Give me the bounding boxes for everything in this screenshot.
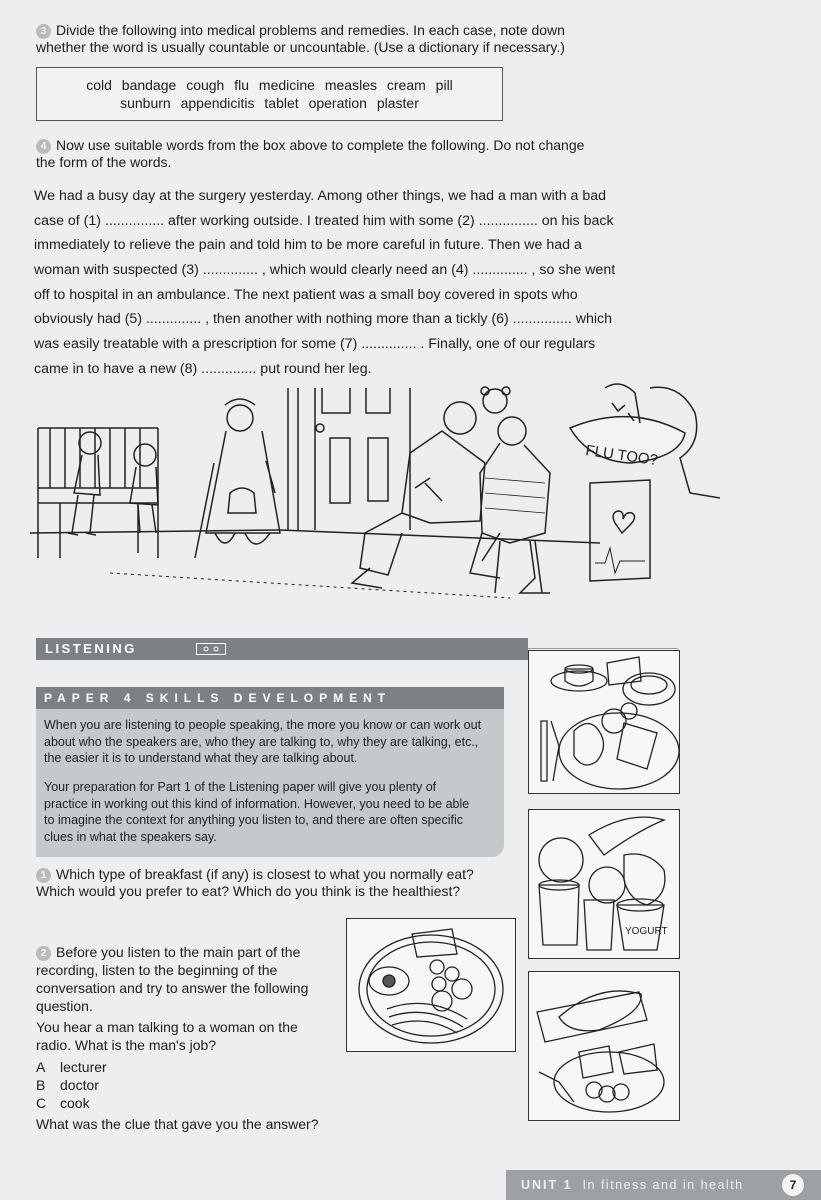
- skills-line: clues in what the speakers say.: [44, 829, 217, 844]
- question-1-line-1: Which type of breakfast (if any) is closest to what you normally eat?: [56, 866, 474, 882]
- cooked-breakfast-picture: [346, 918, 516, 1052]
- skills-paragraph-1: [44, 717, 499, 767]
- word: bandage: [121, 77, 177, 93]
- exercise-4-line-1: Now use suitable words from the box above to complete the following. Do not change: [56, 137, 585, 153]
- word: sunburn: [120, 95, 171, 111]
- footer-unit-title: [521, 1178, 744, 1192]
- skills-line: to imagine the context for anything you listen to, and there are often specific: [44, 813, 464, 827]
- prompt-line: You hear a man talking to a woman on the: [36, 1019, 298, 1035]
- skills-development-box: [36, 687, 504, 857]
- option-text: lecturer: [60, 1059, 107, 1075]
- continental-breakfast-picture: [528, 650, 680, 794]
- skills-line: When you are listening to people speaking, the more you know or can work out: [44, 718, 482, 732]
- fruit-breakfast-picture: [528, 809, 680, 959]
- word: cream: [386, 77, 426, 93]
- word: plaster: [376, 95, 419, 111]
- cassette-icon: [196, 643, 226, 655]
- answer-option-c[interactable]: [36, 1095, 90, 1111]
- flu-too-sign: FLU TOO?: [584, 442, 659, 470]
- story-line: obviously had (5) .............. , then another with nothing more than a tickly (6) ............... which: [34, 311, 613, 328]
- word: appendicitis: [180, 95, 255, 111]
- story-line: immediately to relieve the pain and told him to be more careful in future. Then we had a: [34, 237, 582, 254]
- option-text: cook: [60, 1095, 90, 1111]
- skills-paragraph-2: [44, 779, 499, 845]
- word: flu: [234, 77, 250, 93]
- exercise-number-badge: 4: [36, 139, 51, 154]
- skills-line: the easier it is to understand what they are talking about.: [44, 751, 358, 765]
- question-1-line-2: Which would you prefer to eat? Which do you think is the healthiest?: [36, 883, 461, 899]
- skills-line: practice in working out this kind of information. However, you need to be able: [44, 796, 470, 811]
- exercise-3-line-2: whether the word is usually countable or uncountable. (Use a dictionary if necessary.): [36, 39, 565, 55]
- word: pill: [435, 77, 453, 93]
- exercise-4-line-2: the form of the words.: [36, 154, 172, 170]
- option-text: doctor: [60, 1077, 99, 1093]
- option-letter: C: [36, 1095, 47, 1111]
- fruit-breakfast-drawing: [529, 810, 679, 958]
- exercise-3-line-1: Divide the following into medical problems and remedies. In each case, note down: [56, 22, 565, 38]
- word-box-row-1: [37, 77, 502, 93]
- question-number-badge: 1: [36, 868, 51, 883]
- bread-cheese-breakfast-drawing: [529, 972, 679, 1120]
- question-2-line: question.: [36, 998, 93, 1014]
- final-question: What was the clue that gave you the answer?: [36, 1116, 319, 1132]
- word: operation: [308, 95, 367, 111]
- unit-title: In fitness and in health: [582, 1178, 744, 1192]
- story-line: was easily treatable with a prescription for some (7) .............. . Finally, one of our regulars: [34, 336, 596, 353]
- word-box-row-2: [37, 95, 502, 111]
- word: medicine: [258, 77, 315, 93]
- story-line: case of (1) ............... after working outside. I treated him with some (2) ............... on his back: [34, 212, 614, 229]
- exercise-3-instructions: [36, 22, 565, 56]
- skills-line: Your preparation for Part 1 of the Listening paper will give you plenty of: [44, 780, 437, 794]
- word: cough: [186, 77, 225, 93]
- page-number: 7: [782, 1174, 804, 1196]
- exercise-number-badge: 3: [36, 24, 51, 39]
- exercise-4-instructions: [36, 137, 584, 171]
- question-2-line: Before you listen to the main part of the: [56, 944, 301, 960]
- skills-line: about who the speakers are, who they are talking to, why they are talking, etc.,: [44, 734, 479, 749]
- cooked-breakfast-drawing: [347, 919, 515, 1051]
- unit-label: UNIT 1: [521, 1178, 573, 1192]
- vocabulary-word-box: [36, 67, 503, 121]
- gap-fill-story: [34, 184, 634, 382]
- header-rule: [528, 648, 678, 649]
- word: measles: [324, 77, 377, 93]
- continental-breakfast-drawing: [529, 651, 679, 793]
- story-line: woman with suspected (3) .............. , which would clearly need an (4) .............. , so she went: [34, 262, 616, 279]
- page-footer: [506, 1170, 821, 1200]
- option-letter: B: [36, 1077, 46, 1093]
- waiting-room-illustration: [30, 383, 720, 608]
- story-line: came in to have a new (8) .............. put round her leg.: [34, 360, 372, 377]
- word: cold: [86, 77, 112, 93]
- question-2-line: conversation and try to answer the following: [36, 980, 309, 996]
- question-2-line: recording, listen to the beginning of the: [36, 962, 278, 978]
- option-letter: A: [36, 1059, 46, 1075]
- yogurt-label: YOGURT: [625, 926, 668, 937]
- question-number-badge: 2: [36, 946, 51, 961]
- listening-section-header: [36, 638, 528, 660]
- story-line: off to hospital in an ambulance. The next patient was a small boy covered in spots who: [34, 286, 578, 303]
- word: tablet: [264, 95, 299, 111]
- ploughmans-breakfast-picture: [528, 971, 680, 1121]
- question-2: [36, 943, 308, 1015]
- story-line: We had a busy day at the surgery yesterday. Among other things, we had a man with a bad: [34, 188, 607, 204]
- listening-title: LISTENING: [45, 641, 137, 656]
- answer-option-b[interactable]: [36, 1077, 99, 1093]
- answer-option-a[interactable]: [36, 1059, 107, 1075]
- prompt-line: radio. What is the man's job?: [36, 1037, 217, 1053]
- question-1: [36, 866, 474, 900]
- question-2-prompt: [36, 1018, 298, 1054]
- skills-header: PAPER 4 SKILLS DEVELOPMENT: [36, 687, 504, 709]
